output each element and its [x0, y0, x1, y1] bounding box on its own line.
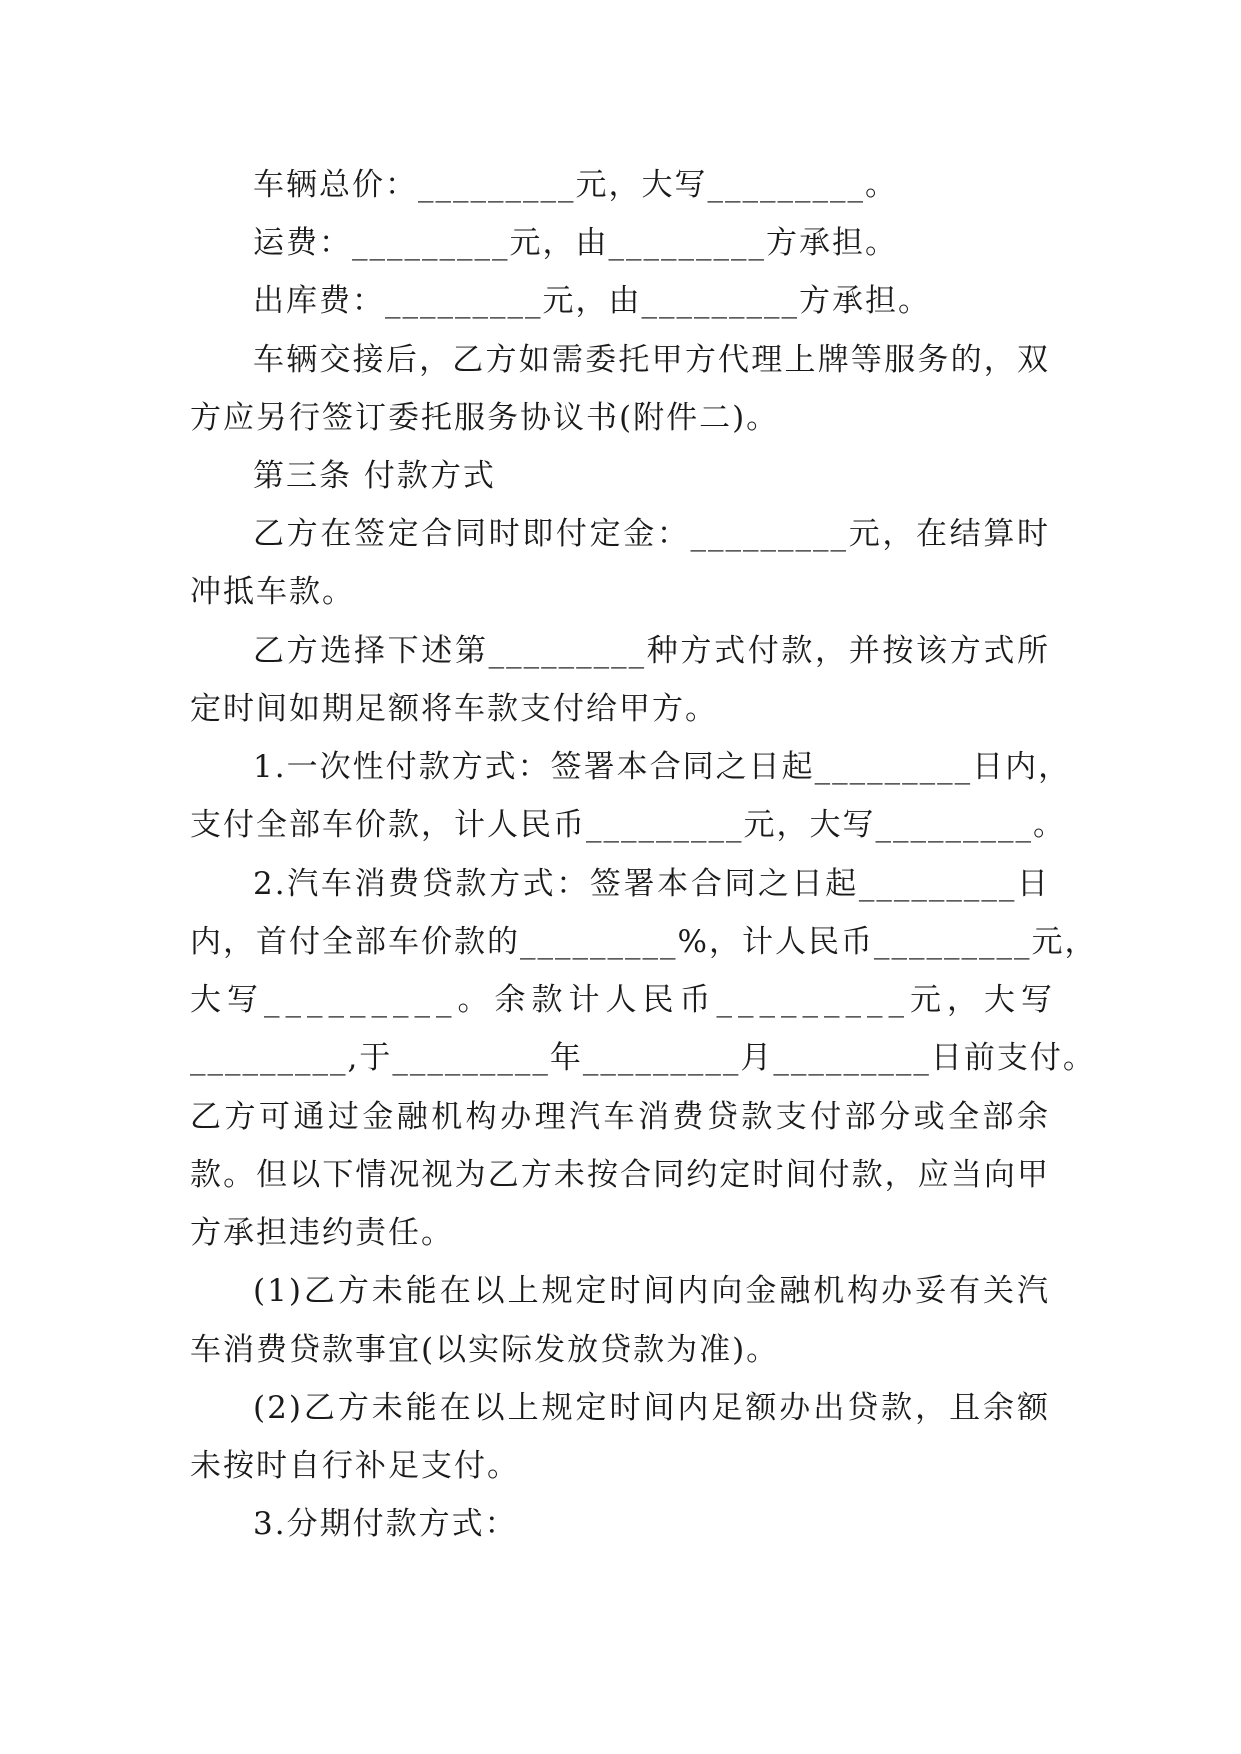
- text-line-condition-1b: 车消费贷款事宜(以实际发放贷款为准)。: [190, 1332, 780, 1368]
- text-line-condition-1a: (1)乙方未能在以上规定时间内向金融机构办妥有关汽: [253, 1273, 1050, 1309]
- text-line-payment-choice-2: 定时间如期足额将车款支付给甲方。: [190, 691, 718, 727]
- text-line-installment: 3.分期付款方式：: [253, 1506, 518, 1542]
- text-line-loan-7: 方承担违约责任。: [190, 1215, 454, 1251]
- text-line-loan-6: 款。但以下情况视为乙方未按合同约定时间付款，应当向甲: [190, 1157, 1050, 1193]
- text-line-deposit-2: 冲抵车款。: [190, 574, 355, 610]
- text-line-vehicle-total-price: 车辆总价：_________元，大写_________。: [253, 167, 898, 203]
- text-line-condition-2a: (2)乙方未能在以上规定时间内足额办出贷款，且余额: [253, 1390, 1050, 1426]
- text-line-loan-1: 2.汽车消费贷款方式：签署本合同之日起_________日: [253, 866, 1050, 902]
- text-line-payment-choice-1: 乙方选择下述第_________种方式付款，并按该方式所: [253, 633, 1050, 669]
- text-line-loan-2: 内，首付全部车价款的_________%，计人民币_________元，: [190, 924, 1098, 960]
- text-line-loan-4: _________,于_________年_________月_________日前支付。: [190, 1040, 1096, 1076]
- text-line-lump-sum-2: 支付全部车价款，计人民币_________元，大写_________。: [190, 807, 1066, 843]
- text-line-deposit-1: 乙方在签定合同时即付定金：_________元，在结算时: [253, 516, 1050, 552]
- text-line-freight: 运费：_________元，由_________方承担。: [253, 225, 898, 261]
- text-line-condition-2b: 未按时自行补足支付。: [190, 1448, 520, 1484]
- text-line-warehouse-fee: 出库费：_________元，由_________方承担。: [253, 283, 931, 319]
- text-line-lump-sum-1: 1.一次性付款方式：签署本合同之日起_________日内，: [253, 749, 1072, 785]
- text-line-loan-3: 大写_________。余款计人民币_________元，大写: [190, 982, 1058, 1018]
- text-line-handover-1: 车辆交接后，乙方如需委托甲方代理上牌等服务的，双: [253, 342, 1050, 378]
- text-line-loan-5: 乙方可通过金融机构办理汽车消费贷款支付部分或全部余: [190, 1099, 1050, 1135]
- section-heading-article-3: 第三条 付款方式: [253, 458, 496, 494]
- text-line-handover-2: 方应另行签订委托服务协议书(附件二)。: [190, 400, 780, 436]
